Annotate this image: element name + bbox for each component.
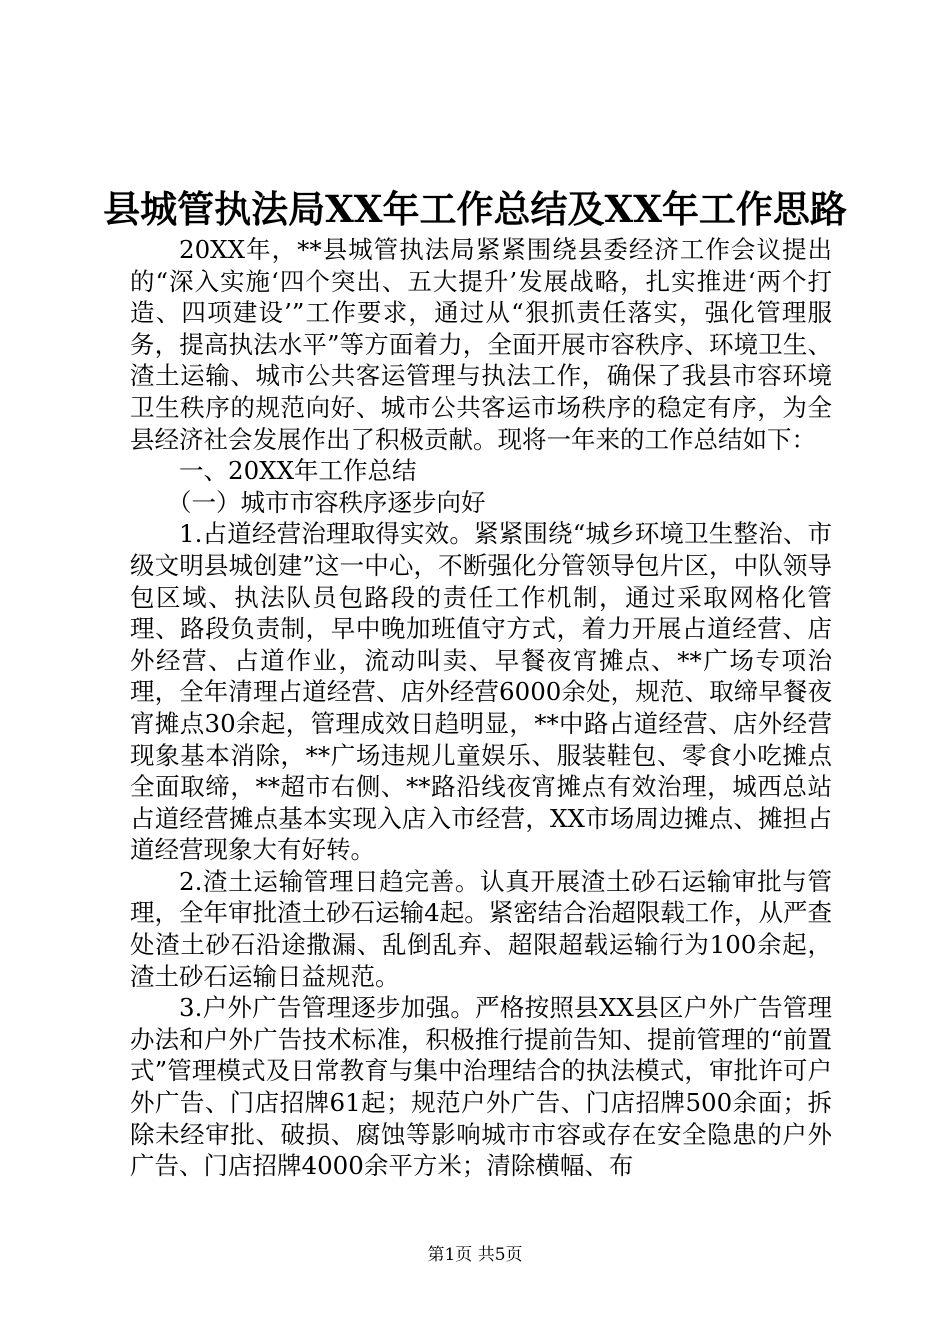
subsection-heading-1: （一）城市市容秩序逐步向好 [167,487,486,517]
intro-paragraph: 20XX年，**县城管执法局紧紧围绕县委经济工作会议提出的“深入实施‘四个突出、五大提升’发展战略，扎实推进‘两个打造、四项建设’”工作要求，通过从“狠抓责任落实，强化管理服务，提高执法水平”等方面着力，全面开展市容秩序、环境卫生、渣土运输、城市公共客运管理与执法工作，确保了我县市容环境卫生秩序的规范向好、城市公共客运市场秩序的稳定有序，为全县经济社会发展作出了积极贡献。现将一年来的工作总结如下： [130,235,832,454]
section-heading-1: 一、20XX年工作总结 [179,456,417,486]
item-paragraph-2: 2.渣土运输管理日趋完善。认真开展渣土砂石运输审批与管理，全年审批渣土砂石运输4起。紧密结合治超限载工作，从严查处渣土砂石沿途撒漏、乱倒乱弃、超限超载运输行为100余起，渣土砂石运输日益规范。 [130,866,832,991]
item-paragraph-3: 3.户外广告管理逐步加强。严格按照县XX县区户外广告管理办法和户外广告技术标准，积极推行提前告知、提前管理的“前置式”管理模式及日常教育与集中治理结合的执法模式，审批许可户外广告、门店招牌61起；规范户外广告、门店招牌500余面；拆除未经审批、破损、腐蚀等影响城市市容或存在安全隐患的户外广告、门店招牌4000余平方米；清除横幅、布 [130,993,832,1181]
item-paragraph-1: 1.占道经营治理取得实效。紧紧围绕“城乡环境卫生整治、市级文明县城创建”这一中心，不断强化分管领导包片区，中队领导包区域、执法队员包路段的责任工作机制，通过采取网格化管理、路段负责制，早中晚加班值守方式，着力开展占道经营、店外经营、占道作业，流动叫卖、早餐夜宵摊点、**广场专项治理，全年清理占道经营、店外经营6000余处，规范、取缔早餐夜宵摊点30余起，管理成效日趋明显，**中路占道经营、店外经营现象基本消除，**广场违规儿童娱乐、服装鞋包、零食小吃摊点全面取缔，**超市右侧、**路沿线夜宵摊点有效治理，城西总站占道经营摊点基本实现入店入市经营，XX市场周边摊点、摊担占道经营现象大有好转。 [130,519,832,865]
document-body [130,234,832,1182]
page-indicator: 第1页 共5页 [427,1245,523,1265]
document-title: 县城管执法局XX年工作总结及XX年工作思路 [103,187,847,231]
